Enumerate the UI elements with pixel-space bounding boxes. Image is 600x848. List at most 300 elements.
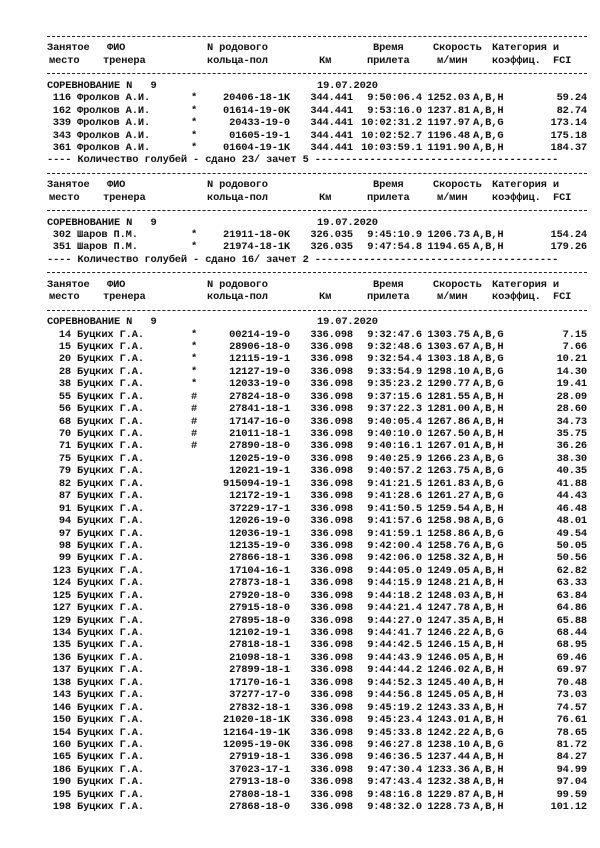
place: 343 — [52, 129, 71, 142]
trainer-name: Буцких Г.А. — [77, 353, 144, 366]
distance-km: 336.098 — [310, 378, 353, 391]
result-row — [47, 403, 587, 415]
header-label: прилета — [367, 291, 410, 304]
competition-title: СОРЕВНОВАНИЕ N 9 — [47, 316, 157, 329]
result-row — [47, 540, 587, 552]
header-label: прилета — [367, 54, 410, 67]
place: 351 — [52, 241, 71, 254]
ring-number: 12115-19-1 — [229, 353, 290, 366]
coefficient: 63.33 — [556, 577, 587, 590]
place: 28 — [58, 365, 71, 378]
distance-km: 336.098 — [310, 390, 353, 403]
category: A,B,H — [473, 676, 504, 689]
header-label: N родового — [207, 42, 268, 55]
coefficient: 68.44 — [556, 627, 587, 639]
header-label: прилета — [367, 191, 410, 204]
table-header-row-2 — [47, 55, 587, 67]
trainer-name: Буцких Г.А. — [77, 502, 144, 515]
ring-number: 27866-18-1 — [229, 552, 290, 565]
speed: 1242.22 — [427, 726, 470, 739]
arrival-time: 9:48:16.8 — [367, 788, 422, 801]
coefficient: 97.04 — [556, 776, 587, 789]
arrival-time: 9:44:43.9 — [367, 651, 422, 664]
header-label: тренера — [103, 191, 146, 204]
coefficient: 173.14 — [550, 117, 587, 130]
coefficient: 154.24 — [550, 229, 587, 241]
distance-km: 336.098 — [310, 589, 353, 602]
distance-km: 336.098 — [310, 403, 353, 416]
speed: 1237.81 — [427, 104, 470, 117]
header-label: место — [49, 54, 80, 67]
place: 82 — [58, 477, 71, 490]
speed: 1237.44 — [427, 751, 470, 764]
arrival-time: 9:44:21.4 — [367, 602, 422, 615]
place: 87 — [58, 490, 71, 503]
mark: # — [191, 403, 198, 416]
result-row — [47, 341, 587, 353]
arrival-time: 9:44:27.0 — [367, 614, 422, 627]
separator-line — [47, 266, 587, 278]
coefficient: 68.95 — [556, 639, 587, 652]
result-row — [47, 789, 587, 801]
separator-line — [47, 204, 587, 216]
speed: 1247.35 — [427, 614, 470, 627]
category: A,B,H — [473, 552, 504, 565]
arrival-time: 9:44:15.9 — [367, 577, 422, 590]
speed: 1229.87 — [427, 788, 470, 801]
coefficient: 41.88 — [556, 477, 587, 490]
header-label: FCI — [553, 191, 572, 204]
result-row — [47, 117, 587, 129]
ring-number: 12033-19-0 — [229, 378, 290, 391]
coefficient: 49.54 — [556, 527, 587, 540]
place: 127 — [52, 602, 71, 615]
distance-km: 336.098 — [310, 776, 353, 789]
header-label: коэффиц. — [492, 291, 541, 304]
distance-km: 336.098 — [310, 738, 353, 751]
place: 38 — [58, 378, 71, 391]
trainer-name: Буцких Г.А. — [77, 515, 144, 528]
place: 71 — [58, 440, 71, 453]
category: A,B,G — [473, 465, 504, 478]
ring-number: 12164-19-1K — [223, 726, 290, 739]
distance-km: 336.098 — [310, 627, 353, 639]
arrival-time: 9:32:47.6 — [367, 328, 422, 341]
competition-title: СОРЕВНОВАНИЕ N 9 — [47, 79, 157, 92]
header-label: N родового — [207, 278, 268, 291]
arrival-time: 9:45:10.9 — [367, 229, 422, 241]
category: A,B,H — [473, 440, 504, 453]
header-label: Категория и — [492, 42, 559, 55]
distance-km: 336.098 — [310, 552, 353, 565]
trainer-name: Буцких Г.А. — [77, 763, 144, 776]
place: 136 — [52, 651, 71, 664]
place: 146 — [52, 701, 71, 714]
coefficient: 50.05 — [556, 539, 587, 552]
result-row — [47, 689, 587, 701]
speed: 1245.40 — [427, 676, 470, 689]
result-row — [47, 241, 587, 253]
header-label: кольца-пол — [207, 54, 268, 67]
arrival-time: 9:50:06.4 — [367, 92, 422, 105]
table-header-row-2 — [47, 291, 587, 303]
place: 97 — [58, 527, 71, 540]
trainer-name: Буцких Г.А. — [77, 490, 144, 503]
distance-km: 336.098 — [310, 651, 353, 664]
ring-number: 27890-18-0 — [229, 440, 290, 453]
mark: # — [191, 415, 198, 428]
header-label: Занятое — [47, 278, 90, 291]
arrival-time: 9:44:42.5 — [367, 639, 422, 652]
coefficient: 74.57 — [556, 701, 587, 714]
header-label: Занятое — [47, 179, 90, 192]
speed: 1249.05 — [427, 564, 470, 577]
distance-km: 336.098 — [310, 664, 353, 677]
header-label: коэффиц. — [492, 54, 541, 67]
result-row — [47, 776, 587, 788]
place: 129 — [52, 614, 71, 627]
distance-km: 326.035 — [310, 229, 353, 241]
distance-km: 336.098 — [310, 365, 353, 378]
distance-km: 336.098 — [310, 577, 353, 590]
distance-km: 336.098 — [310, 477, 353, 490]
trainer-name: Буцких Г.А. — [77, 378, 144, 391]
result-row — [47, 329, 587, 341]
result-row — [47, 428, 587, 440]
arrival-time: 10:02:31.2 — [361, 117, 422, 130]
result-row — [47, 714, 587, 726]
result-row — [47, 353, 587, 365]
arrival-time: 9:40:16.1 — [367, 440, 422, 453]
competition-line — [47, 80, 587, 92]
distance-km: 336.098 — [310, 564, 353, 577]
speed: 1232.38 — [427, 776, 470, 789]
place: 160 — [52, 738, 71, 751]
speed: 1258.32 — [427, 552, 470, 565]
ring-number: 01605-19-1 — [229, 129, 290, 142]
distance-km: 326.035 — [310, 241, 353, 254]
header-label: N родового — [207, 179, 268, 192]
arrival-time: 9:32:54.4 — [367, 353, 422, 366]
speed: 1267.01 — [427, 440, 470, 453]
distance-km: 336.098 — [310, 452, 353, 465]
mark: * — [191, 378, 198, 391]
place: 98 — [58, 539, 71, 552]
competition-date: 19.07.2020 — [317, 316, 378, 329]
competition-line — [47, 217, 587, 229]
coefficient: 62.82 — [556, 564, 587, 577]
distance-km: 336.098 — [310, 751, 353, 764]
distance-km: 344.441 — [310, 117, 353, 130]
coefficient: 179.26 — [550, 241, 587, 254]
place: 20 — [58, 353, 71, 366]
ring-number: 37277-17-0 — [229, 689, 290, 702]
category: A,B,G — [473, 627, 504, 639]
speed: 1266.23 — [427, 452, 470, 465]
mark: * — [191, 92, 198, 105]
speed: 1259.54 — [427, 502, 470, 515]
header-label: Км — [319, 191, 332, 204]
distance-km: 344.441 — [310, 129, 353, 142]
place: 137 — [52, 664, 71, 677]
category: A,B,G — [473, 515, 504, 528]
place: 143 — [52, 689, 71, 702]
speed: 1290.77 — [427, 378, 470, 391]
arrival-time: 9:44:52.3 — [367, 676, 422, 689]
distance-km: 336.098 — [310, 701, 353, 714]
arrival-time: 10:02:52.7 — [361, 129, 422, 142]
speed: 1258.76 — [427, 539, 470, 552]
ring-number: 01614-19-0K — [223, 104, 290, 117]
ring-number: 20433-19-0 — [229, 117, 290, 130]
category: A,B,H — [473, 639, 504, 652]
place: 190 — [52, 776, 71, 789]
result-row — [47, 130, 587, 142]
place: 198 — [52, 801, 71, 814]
speed: 1197.97 — [427, 117, 470, 130]
result-row — [47, 677, 587, 689]
result-row — [47, 440, 587, 452]
result-row — [47, 378, 587, 390]
ring-number: 27895-18-0 — [229, 614, 290, 627]
place: 138 — [52, 676, 71, 689]
mark: * — [191, 141, 198, 154]
trainer-name: Шаров П.М. — [77, 241, 138, 254]
category: A,B,H — [473, 403, 504, 416]
result-row — [47, 515, 587, 527]
separator-line — [47, 304, 587, 316]
place: 56 — [58, 403, 71, 416]
speed: 1191.90 — [427, 141, 470, 154]
trainer-name: Буцких Г.А. — [77, 428, 144, 440]
category: A,B,H — [473, 801, 504, 814]
category: A,B,H — [473, 502, 504, 515]
arrival-time: 9:37:22.3 — [367, 403, 422, 416]
trainer-name: Фролков А.И. — [77, 92, 151, 105]
category: A,B,H — [473, 614, 504, 627]
header-label: м/мин — [437, 191, 468, 204]
trainer-name: Буцких Г.А. — [77, 776, 144, 789]
header-label: ФИО — [107, 278, 126, 291]
trainer-name: Буцких Г.А. — [77, 738, 144, 751]
ring-number: 27832-18-1 — [229, 701, 290, 714]
category: A,B,H — [473, 602, 504, 615]
mark: * — [191, 104, 198, 117]
result-row — [47, 602, 587, 614]
header-label: м/мин — [437, 54, 468, 67]
trainer-name: Буцких Г.А. — [77, 340, 144, 353]
speed: 1245.05 — [427, 689, 470, 702]
distance-km: 336.098 — [310, 801, 353, 814]
trainer-name: Буцких Г.А. — [77, 552, 144, 565]
competition-date: 19.07.2020 — [317, 216, 378, 229]
ring-number: 17147-16-0 — [229, 415, 290, 428]
category: A,B,H — [473, 651, 504, 664]
place: 154 — [52, 726, 71, 739]
coefficient: 101.12 — [550, 801, 587, 814]
header-label: Скорость — [433, 278, 482, 291]
category: A,B,H — [473, 701, 504, 714]
header-label: Время — [373, 179, 404, 192]
coefficient: 38.30 — [556, 452, 587, 465]
competition-date: 19.07.2020 — [317, 79, 378, 92]
trainer-name: Буцких Г.А. — [77, 539, 144, 552]
coefficient: 48.01 — [556, 515, 587, 528]
trainer-name: Буцких Г.А. — [77, 651, 144, 664]
trainer-name: Буцких Г.А. — [77, 403, 144, 416]
distance-km: 336.098 — [310, 614, 353, 627]
distance-km: 344.441 — [310, 141, 353, 154]
coefficient: 81.72 — [556, 738, 587, 751]
trainer-name: Буцких Г.А. — [77, 676, 144, 689]
arrival-time: 9:42:06.0 — [367, 552, 422, 565]
coefficient: 63.84 — [556, 589, 587, 602]
result-row — [47, 702, 587, 714]
header-label: Скорость — [433, 42, 482, 55]
result-row — [47, 465, 587, 477]
category: A,B,H — [473, 340, 504, 353]
mark: # — [191, 428, 198, 440]
coefficient: 175.18 — [550, 129, 587, 142]
speed: 1246.02 — [427, 664, 470, 677]
ring-number: 27913-18-0 — [229, 776, 290, 789]
header-label: Скорость — [433, 179, 482, 192]
place: 125 — [52, 589, 71, 602]
arrival-time: 9:44:41.7 — [367, 627, 422, 639]
distance-km: 336.098 — [310, 415, 353, 428]
result-row — [47, 503, 587, 515]
category: A,B,H — [473, 664, 504, 677]
ring-number: 00214-19-0 — [229, 328, 290, 341]
category: A,B,G — [473, 378, 504, 391]
category: A,B,G — [473, 539, 504, 552]
trainer-name: Буцких Г.А. — [77, 477, 144, 490]
header-label: место — [49, 291, 80, 304]
ring-number: 12172-19-1 — [229, 490, 290, 503]
summary-line: ---- Количество голубей - сдано 23/ зачет 5 ---------------------------------------- — [47, 154, 559, 167]
trainer-name: Буцких Г.А. — [77, 390, 144, 403]
speed: 1247.78 — [427, 602, 470, 615]
arrival-time: 9:41:21.5 — [367, 477, 422, 490]
distance-km: 336.098 — [310, 527, 353, 540]
coefficient: 50.56 — [556, 552, 587, 565]
place: 165 — [52, 751, 71, 764]
trainer-name: Буцких Г.А. — [77, 714, 144, 727]
result-row — [47, 490, 587, 502]
trainer-name: Фролков А.И. — [77, 141, 151, 154]
speed: 1206.73 — [427, 229, 470, 241]
coefficient: 10.21 — [556, 353, 587, 366]
trainer-name: Фролков А.И. — [77, 117, 151, 130]
ring-number: 28906-18-0 — [229, 340, 290, 353]
mark: * — [191, 328, 198, 341]
coefficient: 35.75 — [556, 428, 587, 440]
coefficient: 40.35 — [556, 465, 587, 478]
category: A,B,G — [473, 527, 504, 540]
result-row — [47, 652, 587, 664]
trainer-name: Буцких Г.А. — [77, 664, 144, 677]
arrival-time: 9:47:30.4 — [367, 763, 422, 776]
ring-number: 21098-18-1 — [229, 651, 290, 664]
trainer-name: Буцких Г.А. — [77, 788, 144, 801]
ring-number: 17170-16-1 — [229, 676, 290, 689]
coefficient: 59.24 — [556, 92, 587, 105]
category: A,B,H — [473, 751, 504, 764]
place: 68 — [58, 415, 71, 428]
trainer-name: Фролков А.И. — [77, 104, 151, 117]
distance-km: 336.098 — [310, 639, 353, 652]
arrival-time: 9:47:54.8 — [367, 241, 422, 254]
header-label: Км — [319, 291, 332, 304]
coefficient: 69.97 — [556, 664, 587, 677]
competition-title: СОРЕВНОВАНИЕ N 9 — [47, 216, 157, 229]
distance-km: 336.098 — [310, 602, 353, 615]
category: A,B,H — [473, 92, 504, 105]
summary-line: ---- Количество голубей - сдано 16/ зачет 2 ---------------------------------------- — [47, 253, 559, 266]
result-row — [47, 92, 587, 104]
arrival-time: 9:53:16.0 — [367, 104, 422, 117]
result-row — [47, 590, 587, 602]
category: A,B,G — [473, 117, 504, 130]
mark: * — [191, 117, 198, 130]
distance-km: 336.098 — [310, 788, 353, 801]
result-row — [47, 142, 587, 154]
result-row — [47, 615, 587, 627]
place: 302 — [52, 229, 71, 241]
category: A,B,H — [473, 428, 504, 440]
place: 94 — [58, 515, 71, 528]
coefficient: 82.74 — [556, 104, 587, 117]
speed: 1298.10 — [427, 365, 470, 378]
speed: 1258.86 — [427, 527, 470, 540]
arrival-time: 9:40:57.2 — [367, 465, 422, 478]
ring-number: 12102-19-1 — [229, 627, 290, 639]
coefficient: 70.48 — [556, 676, 587, 689]
arrival-time: 9:35:23.2 — [367, 378, 422, 391]
speed: 1238.10 — [427, 738, 470, 751]
header-label: м/мин — [437, 291, 468, 304]
trainer-name: Буцких Г.А. — [77, 751, 144, 764]
trainer-name: Буцких Г.А. — [77, 452, 144, 465]
speed: 1303.67 — [427, 340, 470, 353]
place: 150 — [52, 714, 71, 727]
distance-km: 336.098 — [310, 428, 353, 440]
distance-km: 336.098 — [310, 515, 353, 528]
ring-number: 27919-18-1 — [229, 751, 290, 764]
header-label: Занятое — [47, 42, 90, 55]
trainer-name: Буцких Г.А. — [77, 589, 144, 602]
distance-km: 336.098 — [310, 726, 353, 739]
trainer-name: Буцких Г.А. — [77, 689, 144, 702]
result-row — [47, 565, 587, 577]
coefficient: 99.59 — [556, 788, 587, 801]
ring-number: 21011-18-1 — [229, 428, 290, 440]
arrival-time: 9:44:56.8 — [367, 689, 422, 702]
ring-number: 12095-19-0K — [223, 738, 290, 751]
header-label: кольца-пол — [207, 291, 268, 304]
place: 339 — [52, 117, 71, 130]
header-label: FCI — [553, 54, 572, 67]
trainer-name: Буцких Г.А. — [77, 527, 144, 540]
category: A,B,H — [473, 415, 504, 428]
distance-km: 336.098 — [310, 440, 353, 453]
header-label: коэффиц. — [492, 191, 541, 204]
category: A,B,H — [473, 104, 504, 117]
result-row — [47, 751, 587, 763]
trainer-name: Буцких Г.А. — [77, 577, 144, 590]
header-label: FCI — [553, 291, 572, 304]
distance-km: 344.441 — [310, 92, 353, 105]
